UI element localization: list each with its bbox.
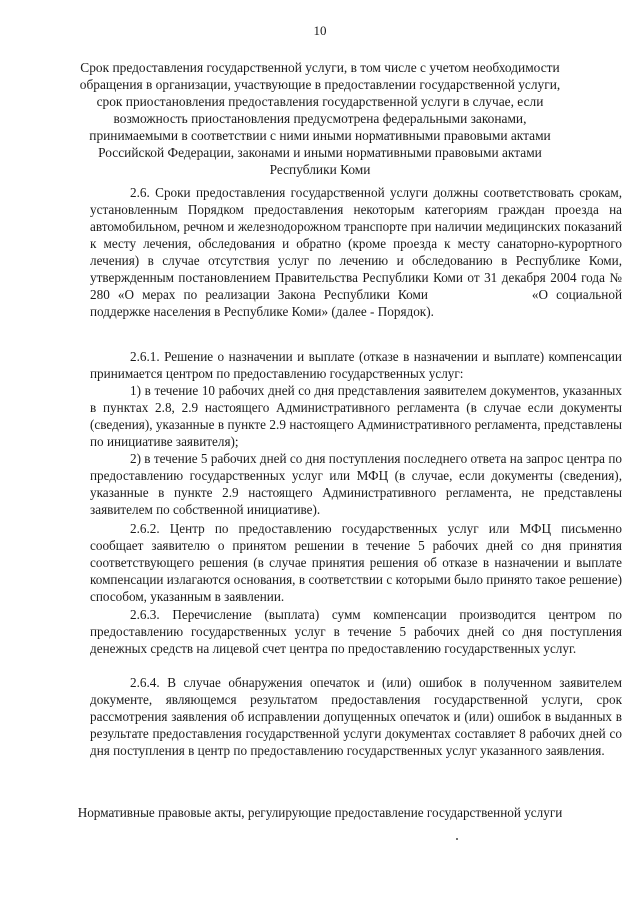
- paragraph-2-6-2-text: 2.6.2. Центр по предоставлению государственных услуг или МФЦ письменно сообщает заявителю о принятом решении в течение 5 рабочих дней со дня принятия соответствующего решения (в случае принятия решения об отказе в назначении и выплате компенсации излагаются основания, в соответствии с которыми было принято такое решение) способом, указанным в заявлении.: [90, 521, 622, 604]
- paragraph-2-6: [90, 184, 622, 320]
- section-heading-legal-acts: Нормативные правовые акты, регулирующие предоставление государственной услуги: [77, 805, 563, 820]
- paragraph-2-6-3: [90, 606, 622, 657]
- paragraph-2-6-text: 2.6. Сроки предоставления государственной услуги должны соответствовать срокам, установленным Порядком предоставления некоторым категориям граждан проезда на автомобильном, речном и железнодорожном транспорте при наличии медицинских показаний к месту лечения, обследования и обратно (кроме проезда к месту санаторно-курортного лечения) в случае отсутствия услуг по лечению и обследованию в Республике Коми, утвержденным постановлением Правительства Республики Коми от 31 декабря 2004 года № 280 «О мерах по реализации Закона Республики Коми: [90, 185, 622, 302]
- paragraph-2-6-1: [90, 348, 622, 382]
- paragraph-2-6-text-end: «О социальной поддержке населения в Республике Коми» (далее - Порядок).: [90, 287, 623, 319]
- list-item-1-text: 1) в течение 10 рабочих дней со дня представления заявителем документов, указанных в пунктах 2.8, 2.9 настоящего Административного регламента (в случае если документы (сведения), указанные в пункте 2.9 настоящего Административного регламента, представлены по инициативе заявителя);: [90, 383, 622, 449]
- list-item-2-text: 2) в течение 5 рабочих дней со дня поступления последнего ответа на запрос центра по предоставлению государственных услуг или МФЦ (в случае, если документы (сведения), указанные в пункте 2.9 настоящего Административного регламента, не представлены заявителем по собственной инициативе).: [90, 451, 622, 517]
- section-heading-term: Срок предоставления государственной услуги, в том числе с учетом необходимости обращения в организации, участвующие в предоставлении государственной услуги, срок приостановления предоставления государственной услуги в случае, если возможность приостановления предусмотрена федеральными законами, принимаемыми в соответствии с ними иными нормативными правовыми актами Российской Федерации, законами и иными нормативными правовыми актами Республики Коми: [79, 60, 561, 177]
- paragraph-2-6-4-text: 2.6.4. В случае обнаружения опечаток и (или) ошибок в полученном заявителем документе, являющемся результатом предоставления государственной услуги, срок рассмотрения заявления об исправлении допущенных опечаток и (или) ошибок в выданных в результате предоставления государственной услуги документах составляет 8 рабочих дней со дня поступления в центр по предоставлению государственных услуг указанного заявления.: [90, 675, 622, 758]
- page-number: 10: [313, 23, 327, 38]
- paragraph-2-6-3-text: 2.6.3. Перечисление (выплата) сумм компенсации производится центром по предоставлению государственных услуг в течение 5 рабочих дней со дня поступления денежных средств на лицевой счет центра по предоставлению государственных услуг.: [90, 607, 622, 656]
- scan-speck: [456, 838, 458, 840]
- paragraph-2-6-2: [90, 520, 622, 605]
- list-item-1: [90, 382, 622, 450]
- paragraph-2-6-4: [90, 674, 622, 759]
- list-item-2: [90, 450, 622, 518]
- paragraph-2-6-1-text: 2.6.1. Решение о назначении и выплате (отказе в назначении и выплате) компенсации принимается центром по предоставлению государственных услуг:: [90, 349, 622, 381]
